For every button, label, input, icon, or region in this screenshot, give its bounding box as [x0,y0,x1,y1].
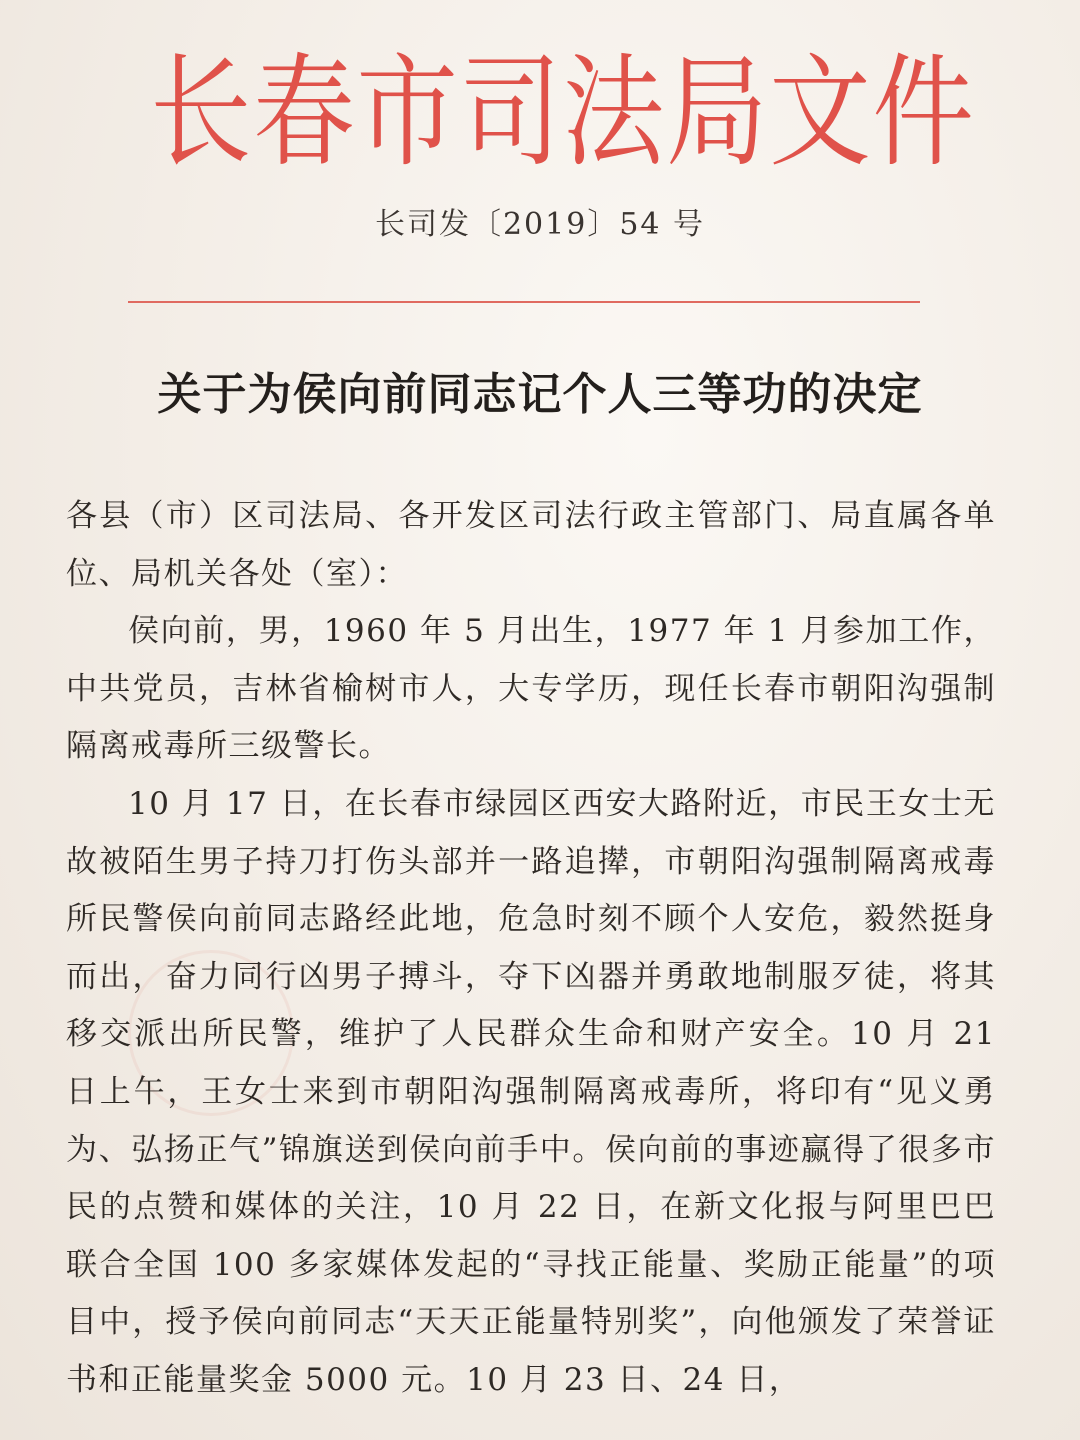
document-title: 关于为侯向前同志记个人三等功的决定 [157,369,923,420]
salutation: 各县（市）区司法局、各开发区司法行政主管部门、局直属各单位、局机关各处（室）： [66,498,996,592]
paragraph-profile: 侯向前，男，1960 年 5 月出生，1977 年 1 月参加工作，中共党员，吉林省榆树市人，大专学历，现任长春市朝阳沟强制隔离戒毒所三级警长。 [66,613,996,765]
issuer-title: 长春市司法局文件 [150,41,976,184]
red-divider-line [128,301,920,303]
paragraph-deeds: 10 月 17 日，在长春市绿园区西安大路附近，市民王女士无故被陌生男子持刀打伤头部并一路追撵，市朝阳沟强制隔离戒毒所民警侯向前同志路经此地，危急时刻不顾个人安危，毅然挺身而出，奋力同行凶男子搏斗，夺下凶器并勇敢地制服歹徒，将其移交派出所民警，维护了人民群众生命和财产安全。10 月 21 日上午，王女士来到市朝阳沟强制隔离戒毒所，将印有“见义勇为、弘扬正气”锦旗送到侯向前手中。侯向前的事迹赢得了很多市民的点赞和媒体的关注，10 月 22 日，在新文化报与阿里巴巴联合全国 100 多家媒体发起的“寻找正能量、奖励正能量”的项目中，授予侯向前同志“天天正能量特别奖”，向他颁发了荣誉证书和正能量奖金 5000 元。10 月 23 日、24 日， [66,785,996,1398]
document-body [66,488,996,1410]
document-number: 长司发〔2019〕54 号 [374,207,706,242]
